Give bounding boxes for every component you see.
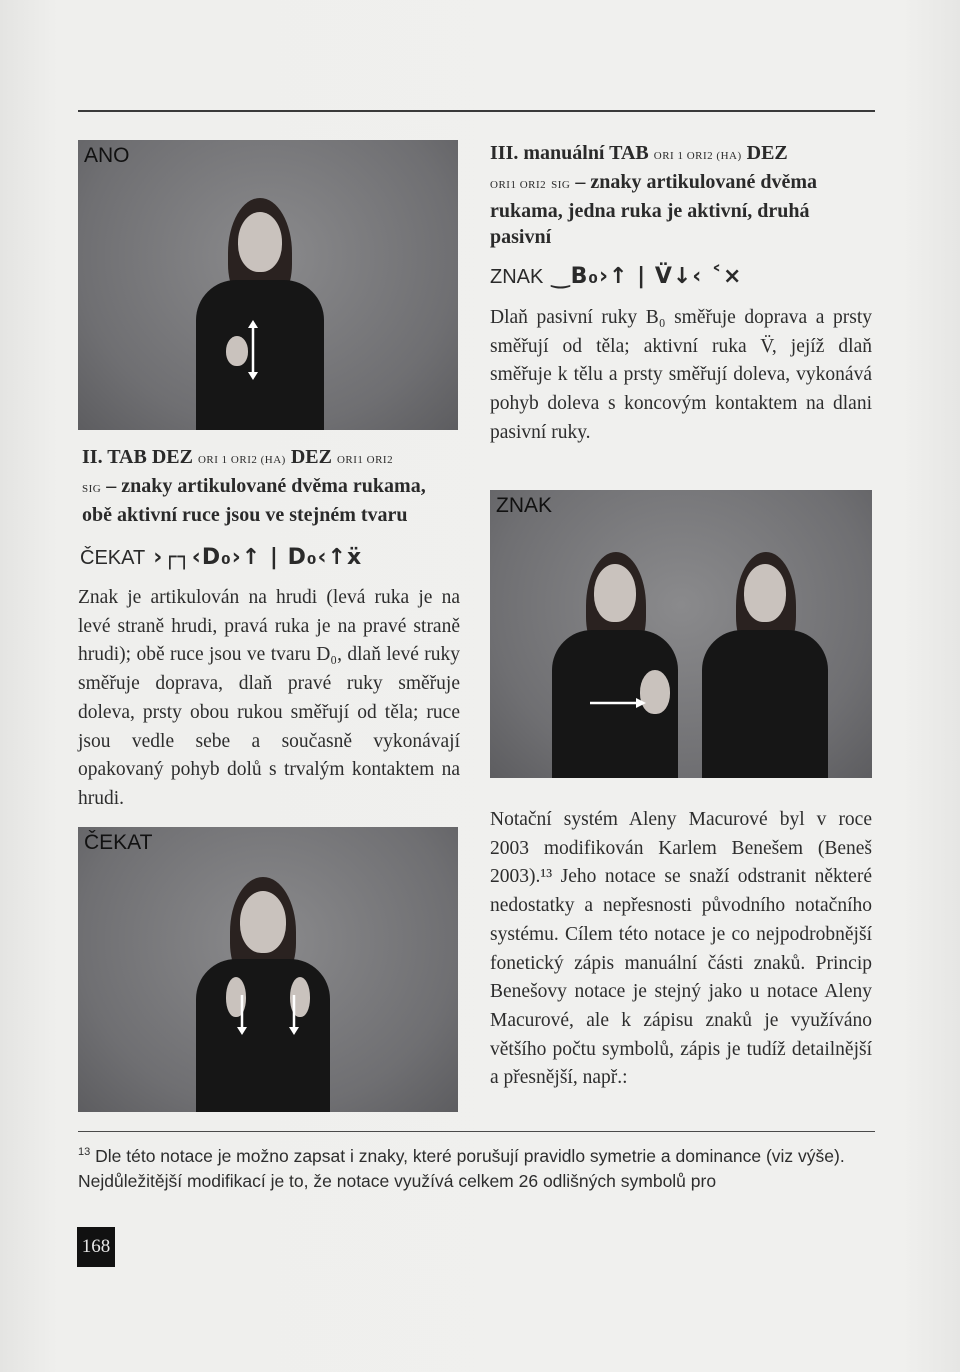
superscript: SIG (551, 179, 571, 191)
subscript: ORI1 ORI2 (336, 454, 394, 466)
footnote (78, 1140, 875, 1194)
section-iii-heading (490, 140, 874, 250)
footnote-number: 13 (78, 1146, 91, 1158)
movement-arrow-icon (246, 320, 260, 380)
heading-text: pasivní (490, 226, 552, 248)
znak-notation (490, 264, 874, 289)
heading-text: DEZ (290, 446, 332, 468)
person-torso (196, 280, 324, 430)
right-arrow-icon (590, 696, 646, 710)
photo-label: ČEKAT (84, 831, 153, 854)
sign-word: ZNAK (490, 266, 544, 288)
subscript: ORI 1 ORI2 (HA) (653, 150, 742, 162)
person-torso (702, 630, 828, 778)
person-face (238, 212, 282, 272)
heading-text: obě aktivní ruce jsou ve stejném tvaru (82, 504, 408, 526)
znak-description: Dlaň pasivní ruky B₀ směřuje doprava a prsty směřují od těla; aktivní ruka V̈, jejíž dlaň směřuje k tělu a prsty směřují doleva, vykonává pohyb doleva s koncovým kontaktem na dlani pasivní ruky. (490, 307, 872, 443)
heading-text: DEZ (746, 142, 788, 164)
cekat-notation (80, 545, 460, 570)
down-arrow-icon (236, 995, 248, 1035)
person-torso (196, 959, 330, 1112)
superscript: SIG (82, 483, 102, 495)
top-rule (78, 110, 875, 112)
footnote-text: Dle této notace je možno zapsat i znaky, které porušují pravidlo symetrie a dominance (viz výše). Nejdůležitější modifikací je to, že notace využívá celkem 26 odlišných symbolů pro (78, 1145, 845, 1191)
cekat-description: Znak je artikulován na hrudi (levá ruka je na levé straně hrudi, pravá ruka je na pravé straně hrudi); obě ruce jsou ve tvaru D₀, dlaň levé ruky směřuje doprava, dlaň pravé ruky směřuje doleva, prsty obou rukou směřují od těla; ruce jsou vedle sebe a současně vykonávají opakovaný pohyb dolů s trvalým kontaktem na hrudi. (78, 587, 460, 809)
person-face (744, 564, 786, 622)
subscript: ORI 1 ORI2 (HA) (197, 454, 286, 466)
section-ii-heading (82, 444, 462, 528)
footnote-rule (78, 1131, 875, 1132)
photo-cekat (78, 827, 458, 1112)
photo-znak (490, 490, 872, 778)
notation-symbols: ‿B₀›↑ | V̈↓‹ ˂× (551, 264, 743, 289)
heading-text: – znaky artikulované dvěma (575, 171, 818, 193)
heading-text: III. manuální TAB (490, 142, 649, 164)
photo-ano (78, 140, 458, 430)
sign-word: ČEKAT (80, 547, 146, 569)
page-number: 168 (77, 1227, 115, 1267)
person-face (594, 564, 636, 622)
heading-text: – znaky artikulované dvěma rukama, (106, 475, 426, 497)
photo-label: ANO (84, 144, 130, 167)
heading-text: II. TAB DEZ (82, 446, 193, 468)
heading-text: rukama, jedna ruka je aktivní, druhá (490, 200, 810, 222)
subscript: ORI1 ORI2 (490, 179, 547, 191)
person-face (240, 891, 286, 953)
notation-symbols: ›┌┐‹D₀›↑ | D₀‹↑ẍ (153, 545, 363, 570)
person-hand (226, 336, 248, 366)
notation-paragraph: Notační systém Aleny Macurové byl v roce 2003 modifikován Karlem Benešem (Beneš 2003).¹³ Jeho notace se snaží odstranit některé nedostatky a nepřesnosti původního notačního systému. Cílem této notace je co nejpodrobnější fonetický zápis manuální části znaků. Princip Benešovy notace je stejný jako u notace Aleny Macurové, ale k zápisu znaků je využíváno většího počtu symbolů, zápis je tudíž detailnější a přesnější, např.: (490, 809, 872, 1089)
photo-label: ZNAK (496, 494, 553, 517)
down-arrow-icon (288, 995, 300, 1035)
